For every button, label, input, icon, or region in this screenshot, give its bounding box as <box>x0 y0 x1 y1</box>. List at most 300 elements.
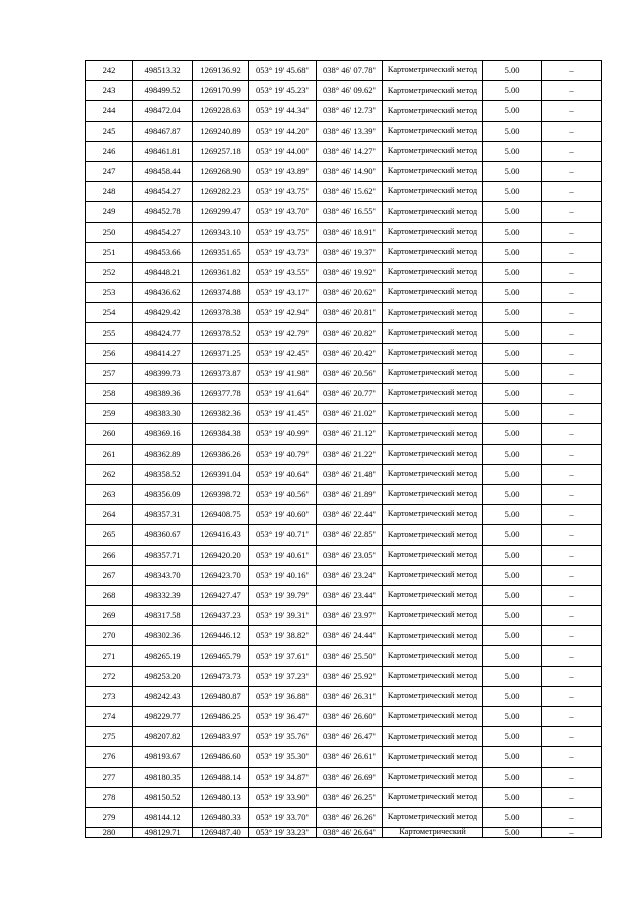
longitude-cell: 038° 46' 19.92" <box>317 262 383 282</box>
x-coordinate-cell: 498467.87 <box>133 121 193 141</box>
note-cell: – <box>542 646 602 666</box>
point-number-cell: 272 <box>86 666 133 686</box>
longitude-cell: 038° 46' 20.82" <box>317 323 383 343</box>
x-coordinate-cell: 498461.81 <box>133 141 193 161</box>
y-coordinate-cell: 1269398.72 <box>193 484 249 504</box>
longitude-cell: 038° 46' 12.73" <box>317 101 383 121</box>
method-cell: Картометрический метод <box>383 182 483 202</box>
accuracy-cell: 5.00 <box>483 384 542 404</box>
accuracy-cell: 5.00 <box>483 61 542 81</box>
method-cell: Картометрический метод <box>383 686 483 706</box>
method-cell: Картометрический метод <box>383 807 483 827</box>
method-cell: Картометрический метод <box>383 161 483 181</box>
table-row <box>86 585 602 605</box>
longitude-cell: 038° 46' 20.56" <box>317 363 383 383</box>
point-number-cell: 275 <box>86 727 133 747</box>
y-coordinate-cell: 1269416.43 <box>193 525 249 545</box>
x-coordinate-cell: 498424.77 <box>133 323 193 343</box>
latitude-cell: 053° 19' 40.99" <box>249 424 317 444</box>
method-cell: Картометрический метод <box>383 666 483 686</box>
x-coordinate-cell: 498383.30 <box>133 404 193 424</box>
longitude-cell: 038° 46' 26.64" <box>317 828 383 838</box>
longitude-cell: 038° 46' 18.91" <box>317 222 383 242</box>
latitude-cell: 053° 19' 42.45" <box>249 343 317 363</box>
x-coordinate-cell: 498458.44 <box>133 161 193 181</box>
point-number-cell: 270 <box>86 626 133 646</box>
note-cell: – <box>542 828 602 838</box>
table-row <box>86 303 602 323</box>
y-coordinate-cell: 1269257.18 <box>193 141 249 161</box>
table-row <box>86 141 602 161</box>
point-number-cell: 263 <box>86 484 133 504</box>
method-cell: Картометрический метод <box>383 787 483 807</box>
latitude-cell: 053° 19' 42.79" <box>249 323 317 343</box>
x-coordinate-cell: 498454.27 <box>133 222 193 242</box>
latitude-cell: 053° 19' 41.98" <box>249 363 317 383</box>
latitude-cell: 053° 19' 36.47" <box>249 707 317 727</box>
point-number-cell: 259 <box>86 404 133 424</box>
x-coordinate-cell: 498429.42 <box>133 303 193 323</box>
method-cell: Картометрический метод <box>383 242 483 262</box>
longitude-cell: 038° 46' 14.90" <box>317 161 383 181</box>
method-cell: Картометрический метод <box>383 444 483 464</box>
table-row <box>86 182 602 202</box>
note-cell: – <box>542 242 602 262</box>
latitude-cell: 053° 19' 44.20" <box>249 121 317 141</box>
point-number-cell: 243 <box>86 81 133 101</box>
point-number-cell: 273 <box>86 686 133 706</box>
x-coordinate-cell: 498399.73 <box>133 363 193 383</box>
point-number-cell: 274 <box>86 707 133 727</box>
point-number-cell: 249 <box>86 202 133 222</box>
x-coordinate-cell: 498448.21 <box>133 262 193 282</box>
y-coordinate-cell: 1269480.33 <box>193 807 249 827</box>
y-coordinate-cell: 1269361.82 <box>193 262 249 282</box>
x-coordinate-cell: 498180.35 <box>133 767 193 787</box>
y-coordinate-cell: 1269373.87 <box>193 363 249 383</box>
method-cell: Картометрический метод <box>383 585 483 605</box>
accuracy-cell: 5.00 <box>483 262 542 282</box>
point-number-cell: 242 <box>86 61 133 81</box>
x-coordinate-cell: 498150.52 <box>133 787 193 807</box>
latitude-cell: 053° 19' 45.23" <box>249 81 317 101</box>
note-cell: – <box>542 666 602 686</box>
accuracy-cell: 5.00 <box>483 565 542 585</box>
latitude-cell: 053° 19' 41.45" <box>249 404 317 424</box>
accuracy-cell: 5.00 <box>483 363 542 383</box>
y-coordinate-cell: 1269374.88 <box>193 283 249 303</box>
point-number-cell: 255 <box>86 323 133 343</box>
table-body <box>86 61 602 838</box>
note-cell: – <box>542 565 602 585</box>
longitude-cell: 038° 46' 09.62" <box>317 81 383 101</box>
accuracy-cell: 5.00 <box>483 686 542 706</box>
y-coordinate-cell: 1269386.26 <box>193 444 249 464</box>
x-coordinate-cell: 498360.67 <box>133 525 193 545</box>
latitude-cell: 053° 19' 44.00" <box>249 141 317 161</box>
method-cell: Картометрический метод <box>383 262 483 282</box>
method-cell: Картометрический метод <box>383 545 483 565</box>
table-row <box>86 606 602 626</box>
table-row <box>86 101 602 121</box>
longitude-cell: 038° 46' 07.78" <box>317 61 383 81</box>
accuracy-cell: 5.00 <box>483 283 542 303</box>
point-number-cell: 254 <box>86 303 133 323</box>
note-cell: – <box>542 363 602 383</box>
note-cell: – <box>542 202 602 222</box>
method-cell: Картометрический <box>383 828 483 838</box>
y-coordinate-cell: 1269343.10 <box>193 222 249 242</box>
method-cell: Картометрический метод <box>383 323 483 343</box>
table-row <box>86 222 602 242</box>
method-cell: Картометрический метод <box>383 565 483 585</box>
accuracy-cell: 5.00 <box>483 121 542 141</box>
method-cell: Картометрический метод <box>383 606 483 626</box>
accuracy-cell: 5.00 <box>483 161 542 181</box>
point-number-cell: 245 <box>86 121 133 141</box>
y-coordinate-cell: 1269299.47 <box>193 202 249 222</box>
x-coordinate-cell: 498358.52 <box>133 464 193 484</box>
longitude-cell: 038° 46' 22.85" <box>317 525 383 545</box>
note-cell: – <box>542 141 602 161</box>
table-row <box>86 323 602 343</box>
accuracy-cell: 5.00 <box>483 707 542 727</box>
longitude-cell: 038° 46' 21.89" <box>317 484 383 504</box>
accuracy-cell: 5.00 <box>483 484 542 504</box>
table-row <box>86 404 602 424</box>
latitude-cell: 053° 19' 43.70" <box>249 202 317 222</box>
note-cell: – <box>542 343 602 363</box>
x-coordinate-cell: 498453.66 <box>133 242 193 262</box>
accuracy-cell: 5.00 <box>483 444 542 464</box>
point-number-cell: 247 <box>86 161 133 181</box>
note-cell: – <box>542 404 602 424</box>
point-number-cell: 253 <box>86 283 133 303</box>
y-coordinate-cell: 1269487.40 <box>193 828 249 838</box>
table-row <box>86 262 602 282</box>
accuracy-cell: 5.00 <box>483 767 542 787</box>
accuracy-cell: 5.00 <box>483 747 542 767</box>
table-row <box>86 727 602 747</box>
y-coordinate-cell: 1269228.63 <box>193 101 249 121</box>
accuracy-cell: 5.00 <box>483 606 542 626</box>
note-cell: – <box>542 384 602 404</box>
note-cell: – <box>542 61 602 81</box>
point-number-cell: 278 <box>86 787 133 807</box>
table-row <box>86 283 602 303</box>
y-coordinate-cell: 1269408.75 <box>193 505 249 525</box>
method-cell: Картометрический метод <box>383 464 483 484</box>
latitude-cell: 053° 19' 33.23" <box>249 828 317 838</box>
point-number-cell: 260 <box>86 424 133 444</box>
point-number-cell: 271 <box>86 646 133 666</box>
accuracy-cell: 5.00 <box>483 585 542 605</box>
latitude-cell: 053° 19' 33.90" <box>249 787 317 807</box>
latitude-cell: 053° 19' 45.68" <box>249 61 317 81</box>
y-coordinate-cell: 1269384.38 <box>193 424 249 444</box>
longitude-cell: 038° 46' 23.44" <box>317 585 383 605</box>
point-number-cell: 264 <box>86 505 133 525</box>
y-coordinate-cell: 1269382.36 <box>193 404 249 424</box>
table-row <box>86 545 602 565</box>
point-number-cell: 277 <box>86 767 133 787</box>
x-coordinate-cell: 498414.27 <box>133 343 193 363</box>
table-row <box>86 626 602 646</box>
longitude-cell: 038° 46' 14.27" <box>317 141 383 161</box>
note-cell: – <box>542 807 602 827</box>
table-row <box>86 646 602 666</box>
latitude-cell: 053° 19' 35.30" <box>249 747 317 767</box>
latitude-cell: 053° 19' 43.73" <box>249 242 317 262</box>
table-row <box>86 525 602 545</box>
table-row <box>86 424 602 444</box>
y-coordinate-cell: 1269473.73 <box>193 666 249 686</box>
longitude-cell: 038° 46' 21.12" <box>317 424 383 444</box>
accuracy-cell: 5.00 <box>483 828 542 838</box>
method-cell: Картометрический метод <box>383 707 483 727</box>
y-coordinate-cell: 1269427.47 <box>193 585 249 605</box>
table-row <box>86 81 602 101</box>
note-cell: – <box>542 606 602 626</box>
longitude-cell: 038° 46' 20.62" <box>317 283 383 303</box>
latitude-cell: 053° 19' 43.75" <box>249 222 317 242</box>
accuracy-cell: 5.00 <box>483 525 542 545</box>
point-number-cell: 276 <box>86 747 133 767</box>
accuracy-cell: 5.00 <box>483 182 542 202</box>
table-row <box>86 464 602 484</box>
note-cell: – <box>542 505 602 525</box>
table-row <box>86 686 602 706</box>
accuracy-cell: 5.00 <box>483 343 542 363</box>
table-row <box>86 363 602 383</box>
table-row <box>86 444 602 464</box>
y-coordinate-cell: 1269391.04 <box>193 464 249 484</box>
point-number-cell: 265 <box>86 525 133 545</box>
method-cell: Картометрический метод <box>383 646 483 666</box>
longitude-cell: 038° 46' 23.05" <box>317 545 383 565</box>
longitude-cell: 038° 46' 26.61" <box>317 747 383 767</box>
table-row <box>86 161 602 181</box>
point-number-cell: 267 <box>86 565 133 585</box>
note-cell: – <box>542 727 602 747</box>
x-coordinate-cell: 498389.36 <box>133 384 193 404</box>
method-cell: Картометрический метод <box>383 222 483 242</box>
note-cell: – <box>542 747 602 767</box>
latitude-cell: 053° 19' 40.71" <box>249 525 317 545</box>
accuracy-cell: 5.00 <box>483 807 542 827</box>
accuracy-cell: 5.00 <box>483 727 542 747</box>
note-cell: – <box>542 444 602 464</box>
accuracy-cell: 5.00 <box>483 141 542 161</box>
accuracy-cell: 5.00 <box>483 303 542 323</box>
table-row <box>86 202 602 222</box>
accuracy-cell: 5.00 <box>483 787 542 807</box>
point-number-cell: 280 <box>86 828 133 838</box>
x-coordinate-cell: 498499.52 <box>133 81 193 101</box>
y-coordinate-cell: 1269378.38 <box>193 303 249 323</box>
latitude-cell: 053° 19' 37.23" <box>249 666 317 686</box>
point-number-cell: 246 <box>86 141 133 161</box>
note-cell: – <box>542 626 602 646</box>
table-row <box>86 484 602 504</box>
method-cell: Картометрический метод <box>383 424 483 444</box>
point-number-cell: 262 <box>86 464 133 484</box>
accuracy-cell: 5.00 <box>483 202 542 222</box>
table-row <box>86 828 602 838</box>
table-row <box>86 807 602 827</box>
table-row <box>86 121 602 141</box>
x-coordinate-cell: 498129.71 <box>133 828 193 838</box>
y-coordinate-cell: 1269486.60 <box>193 747 249 767</box>
note-cell: – <box>542 767 602 787</box>
note-cell: – <box>542 323 602 343</box>
latitude-cell: 053° 19' 43.75" <box>249 182 317 202</box>
longitude-cell: 038° 46' 21.22" <box>317 444 383 464</box>
method-cell: Картометрический метод <box>383 484 483 504</box>
point-number-cell: 266 <box>86 545 133 565</box>
point-number-cell: 251 <box>86 242 133 262</box>
longitude-cell: 038° 46' 13.39" <box>317 121 383 141</box>
x-coordinate-cell: 498436.62 <box>133 283 193 303</box>
y-coordinate-cell: 1269488.14 <box>193 767 249 787</box>
method-cell: Картометрический метод <box>383 525 483 545</box>
note-cell: – <box>542 182 602 202</box>
method-cell: Картометрический метод <box>383 61 483 81</box>
method-cell: Картометрический метод <box>383 384 483 404</box>
x-coordinate-cell: 498229.77 <box>133 707 193 727</box>
accuracy-cell: 5.00 <box>483 424 542 444</box>
y-coordinate-cell: 1269483.97 <box>193 727 249 747</box>
latitude-cell: 053° 19' 43.89" <box>249 161 317 181</box>
y-coordinate-cell: 1269136.92 <box>193 61 249 81</box>
longitude-cell: 038° 46' 22.44" <box>317 505 383 525</box>
method-cell: Картометрический метод <box>383 404 483 424</box>
x-coordinate-cell: 498369.16 <box>133 424 193 444</box>
note-cell: – <box>542 262 602 282</box>
point-number-cell: 269 <box>86 606 133 626</box>
x-coordinate-cell: 498242.43 <box>133 686 193 706</box>
coordinates-table <box>85 60 602 838</box>
longitude-cell: 038° 46' 26.47" <box>317 727 383 747</box>
method-cell: Картометрический метод <box>383 283 483 303</box>
method-cell: Картометрический метод <box>383 121 483 141</box>
y-coordinate-cell: 1269351.65 <box>193 242 249 262</box>
latitude-cell: 053° 19' 40.16" <box>249 565 317 585</box>
longitude-cell: 038° 46' 20.42" <box>317 343 383 363</box>
latitude-cell: 053° 19' 43.55" <box>249 262 317 282</box>
latitude-cell: 053° 19' 35.76" <box>249 727 317 747</box>
table-row <box>86 787 602 807</box>
x-coordinate-cell: 498472.04 <box>133 101 193 121</box>
longitude-cell: 038° 46' 25.50" <box>317 646 383 666</box>
y-coordinate-cell: 1269240.89 <box>193 121 249 141</box>
note-cell: – <box>542 585 602 605</box>
method-cell: Картометрический метод <box>383 343 483 363</box>
x-coordinate-cell: 498357.31 <box>133 505 193 525</box>
y-coordinate-cell: 1269371.25 <box>193 343 249 363</box>
accuracy-cell: 5.00 <box>483 666 542 686</box>
longitude-cell: 038° 46' 15.62" <box>317 182 383 202</box>
point-number-cell: 250 <box>86 222 133 242</box>
y-coordinate-cell: 1269378.52 <box>193 323 249 343</box>
accuracy-cell: 5.00 <box>483 101 542 121</box>
latitude-cell: 053° 19' 37.61" <box>249 646 317 666</box>
accuracy-cell: 5.00 <box>483 626 542 646</box>
latitude-cell: 053° 19' 41.64" <box>249 384 317 404</box>
accuracy-cell: 5.00 <box>483 505 542 525</box>
x-coordinate-cell: 498356.09 <box>133 484 193 504</box>
x-coordinate-cell: 498144.12 <box>133 807 193 827</box>
note-cell: – <box>542 484 602 504</box>
method-cell: Картометрический метод <box>383 101 483 121</box>
accuracy-cell: 5.00 <box>483 222 542 242</box>
longitude-cell: 038° 46' 25.92" <box>317 666 383 686</box>
latitude-cell: 053° 19' 40.64" <box>249 464 317 484</box>
table-row <box>86 384 602 404</box>
y-coordinate-cell: 1269446.12 <box>193 626 249 646</box>
table-row <box>86 565 602 585</box>
note-cell: – <box>542 424 602 444</box>
longitude-cell: 038° 46' 20.81" <box>317 303 383 323</box>
latitude-cell: 053° 19' 44.34" <box>249 101 317 121</box>
latitude-cell: 053° 19' 40.61" <box>249 545 317 565</box>
note-cell: – <box>542 787 602 807</box>
latitude-cell: 053° 19' 39.31" <box>249 606 317 626</box>
accuracy-cell: 5.00 <box>483 242 542 262</box>
y-coordinate-cell: 1269377.78 <box>193 384 249 404</box>
note-cell: – <box>542 545 602 565</box>
longitude-cell: 038° 46' 26.26" <box>317 807 383 827</box>
accuracy-cell: 5.00 <box>483 545 542 565</box>
longitude-cell: 038° 46' 26.69" <box>317 767 383 787</box>
table-row <box>86 707 602 727</box>
point-number-cell: 257 <box>86 363 133 383</box>
x-coordinate-cell: 498302.36 <box>133 626 193 646</box>
method-cell: Картометрический метод <box>383 747 483 767</box>
accuracy-cell: 5.00 <box>483 81 542 101</box>
longitude-cell: 038° 46' 23.24" <box>317 565 383 585</box>
longitude-cell: 038° 46' 16.55" <box>317 202 383 222</box>
x-coordinate-cell: 498265.19 <box>133 646 193 666</box>
point-number-cell: 261 <box>86 444 133 464</box>
method-cell: Картометрический метод <box>383 767 483 787</box>
x-coordinate-cell: 498343.70 <box>133 565 193 585</box>
method-cell: Картометрический метод <box>383 141 483 161</box>
note-cell: – <box>542 283 602 303</box>
method-cell: Картометрический метод <box>383 81 483 101</box>
x-coordinate-cell: 498452.78 <box>133 202 193 222</box>
note-cell: – <box>542 121 602 141</box>
longitude-cell: 038° 46' 19.37" <box>317 242 383 262</box>
point-number-cell: 248 <box>86 182 133 202</box>
note-cell: – <box>542 707 602 727</box>
x-coordinate-cell: 498454.27 <box>133 182 193 202</box>
y-coordinate-cell: 1269420.20 <box>193 545 249 565</box>
latitude-cell: 053° 19' 38.82" <box>249 626 317 646</box>
table-row <box>86 343 602 363</box>
y-coordinate-cell: 1269282.23 <box>193 182 249 202</box>
y-coordinate-cell: 1269465.79 <box>193 646 249 666</box>
note-cell: – <box>542 686 602 706</box>
accuracy-cell: 5.00 <box>483 404 542 424</box>
longitude-cell: 038° 46' 23.97" <box>317 606 383 626</box>
accuracy-cell: 5.00 <box>483 646 542 666</box>
latitude-cell: 053° 19' 33.70" <box>249 807 317 827</box>
longitude-cell: 038° 46' 26.31" <box>317 686 383 706</box>
y-coordinate-cell: 1269170.99 <box>193 81 249 101</box>
accuracy-cell: 5.00 <box>483 464 542 484</box>
method-cell: Картометрический метод <box>383 626 483 646</box>
